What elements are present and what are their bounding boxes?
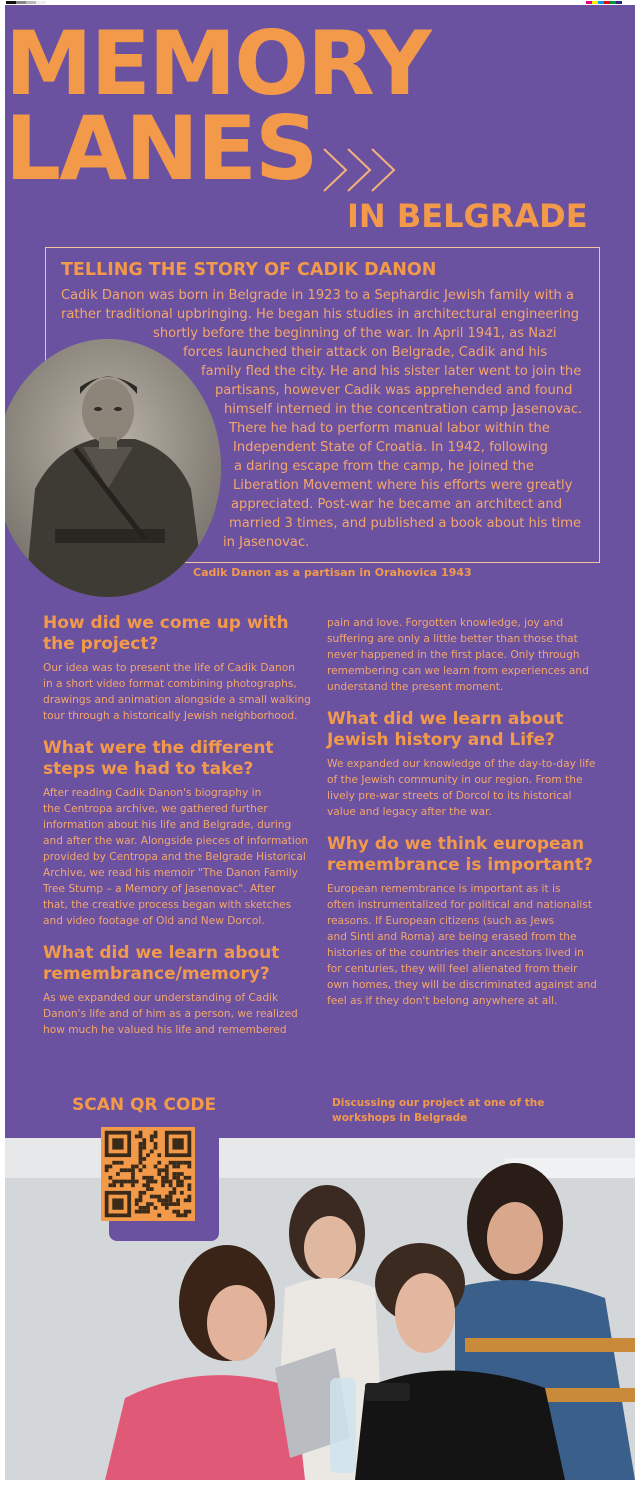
section-text: the Centropa archive, we gathered further: [43, 803, 268, 815]
story-line: forces launched their attack on Belgrade, Cadik and his: [183, 345, 548, 360]
story-line: rather traditional upbringing. He began his studies in architectural engineering: [61, 307, 580, 322]
section-text: understand the present moment.: [327, 681, 504, 693]
section-text: lively pre-war streets of Dorcol to its historical: [327, 790, 572, 802]
section-text: Danon's life and of him as a person, we realized: [43, 1008, 298, 1020]
section-remembrance: [43, 943, 313, 1038]
workshop-photo-caption: [332, 1096, 544, 1126]
section-text: reasons. If European citizens (such as Jews: [327, 915, 555, 927]
headline-memory: MEMORY: [5, 12, 430, 115]
section-text: provided by Centropa and the Belgrade Historical: [43, 851, 306, 863]
story-line: Independent State of Croatia. In 1942, following: [233, 440, 548, 455]
workshop-illustration: [5, 1138, 635, 1480]
qr-code-icon[interactable]: [101, 1127, 195, 1221]
section-project: [43, 613, 313, 724]
section-heading: What were the different: [43, 738, 274, 758]
story-line: in Jasenovac.: [223, 535, 310, 550]
section-text: Our idea was to present the life of Cadik Danon: [43, 662, 295, 674]
section-text: that, the creative process began with sketches: [43, 899, 292, 911]
story-line: There he had to perform manual labor within the: [229, 421, 550, 436]
section-text: and Sinti and Roma) are being erased from the: [327, 931, 577, 943]
section-heading: Jewish history and Life?: [327, 730, 555, 750]
grayscale-swatch: [6, 1, 46, 4]
section-text: value and legacy after the war.: [327, 806, 492, 818]
portrait-caption: Cadik Danon as a partisan in Orahovica 1943: [193, 566, 472, 579]
section-text: After reading Cadik Danon's biography in: [43, 787, 262, 799]
section-text: for centuries, they will feel alienated from their: [327, 963, 578, 975]
section-heading: What did we learn about: [327, 709, 564, 729]
story-line: shortly before the beginning of the war. In April 1941, as Nazi: [153, 326, 557, 341]
chevrons-icon: [320, 145, 400, 195]
portrait-photo: [5, 339, 221, 597]
left-column: [43, 613, 313, 1038]
poster: [5, 5, 635, 1480]
caption-line: Discussing our project at one of the: [332, 1097, 545, 1109]
story-line: married 3 times, and published a book about his time: [229, 516, 582, 531]
section-heading: remembrance/memory?: [43, 964, 270, 984]
section-text: We expanded our knowledge of the day-to-day life: [327, 758, 596, 770]
section-text: drawings and animation alongside a small walking: [43, 694, 311, 706]
section-text: often instrumentalized for political and nationalist: [327, 899, 593, 911]
right-column: [327, 615, 597, 1009]
section-european-remembrance: [327, 834, 597, 1009]
section-heading: the project?: [43, 634, 159, 654]
section-jewish-history: [327, 709, 597, 820]
story-line: himself interned in the concentration camp Jasenovac.: [224, 402, 583, 417]
section-text: As we expanded our understanding of Cadik: [43, 992, 279, 1004]
story-line: a daring escape from the camp, he joined the: [234, 459, 534, 474]
story-title: TELLING THE STORY OF CADIK DANON: [61, 260, 437, 280]
section-text: how much he valued his life and remembered: [43, 1024, 287, 1036]
section-text: tour through a historically Jewish neighborhood.: [43, 710, 298, 722]
color-bar: [586, 1, 622, 4]
caption-line: workshops in Belgrade: [332, 1112, 468, 1124]
section-text: remembering can we learn from experiences and: [327, 665, 589, 677]
section-heading: remembrance is important?: [327, 855, 593, 875]
section-heading: How did we come up with: [43, 613, 289, 633]
section-text: Tree Stump – a Memory of Jasenovac". After: [43, 883, 276, 895]
story-line: Liberation Movement where his efforts were greatly: [233, 478, 573, 493]
section-heading: steps we had to take?: [43, 759, 254, 779]
section-text: own homes, they will be discriminated against and: [327, 979, 597, 991]
workshop-photo: [5, 1138, 635, 1480]
section-remembrance-continued: [327, 615, 597, 695]
portrait-illustration: [5, 339, 221, 597]
section-text: European remembrance is important as it is: [327, 883, 561, 895]
subtitle-in-belgrade: IN BELGRADE: [347, 197, 588, 235]
section-steps: [43, 738, 313, 929]
section-text: of the Jewish community in our region. From the: [327, 774, 583, 786]
story-line: appreciated. Post-war he became an architect and: [231, 497, 563, 512]
headline-lanes: LANES: [5, 97, 317, 200]
story-line: partisans, however Cadik was apprehended and found: [215, 383, 573, 398]
section-text: never happened in the first place. Only through: [327, 649, 580, 661]
section-heading: What did we learn about: [43, 943, 280, 963]
section-text: pain and love. Forgotten knowledge, joy and: [327, 617, 564, 629]
section-heading: Why do we think european: [327, 834, 585, 854]
section-text: histories of the countries their ancestors lived in: [327, 947, 584, 959]
story-line: Cadik Danon was born in Belgrade in 1923 to a Sephardic Jewish family with a: [61, 288, 575, 303]
section-text: suffering are only a little better than those that: [327, 633, 578, 645]
section-text: feel as if they don't belong anywhere at all.: [327, 995, 558, 1007]
scan-qr-label: SCAN QR CODE: [72, 1095, 217, 1115]
section-text: and video footage of Old and New Dorcol.: [43, 915, 265, 927]
section-text: information about his life and Belgrade, during: [43, 819, 292, 831]
story-line: family fled the city. He and his sister later went to join the: [201, 364, 582, 379]
section-text: Archive, we read his memoir "The Danon Family: [43, 867, 298, 879]
section-text: in a short video format combining photographs,: [43, 678, 297, 690]
section-text: and after the war. Alongside pieces of information: [43, 835, 309, 847]
